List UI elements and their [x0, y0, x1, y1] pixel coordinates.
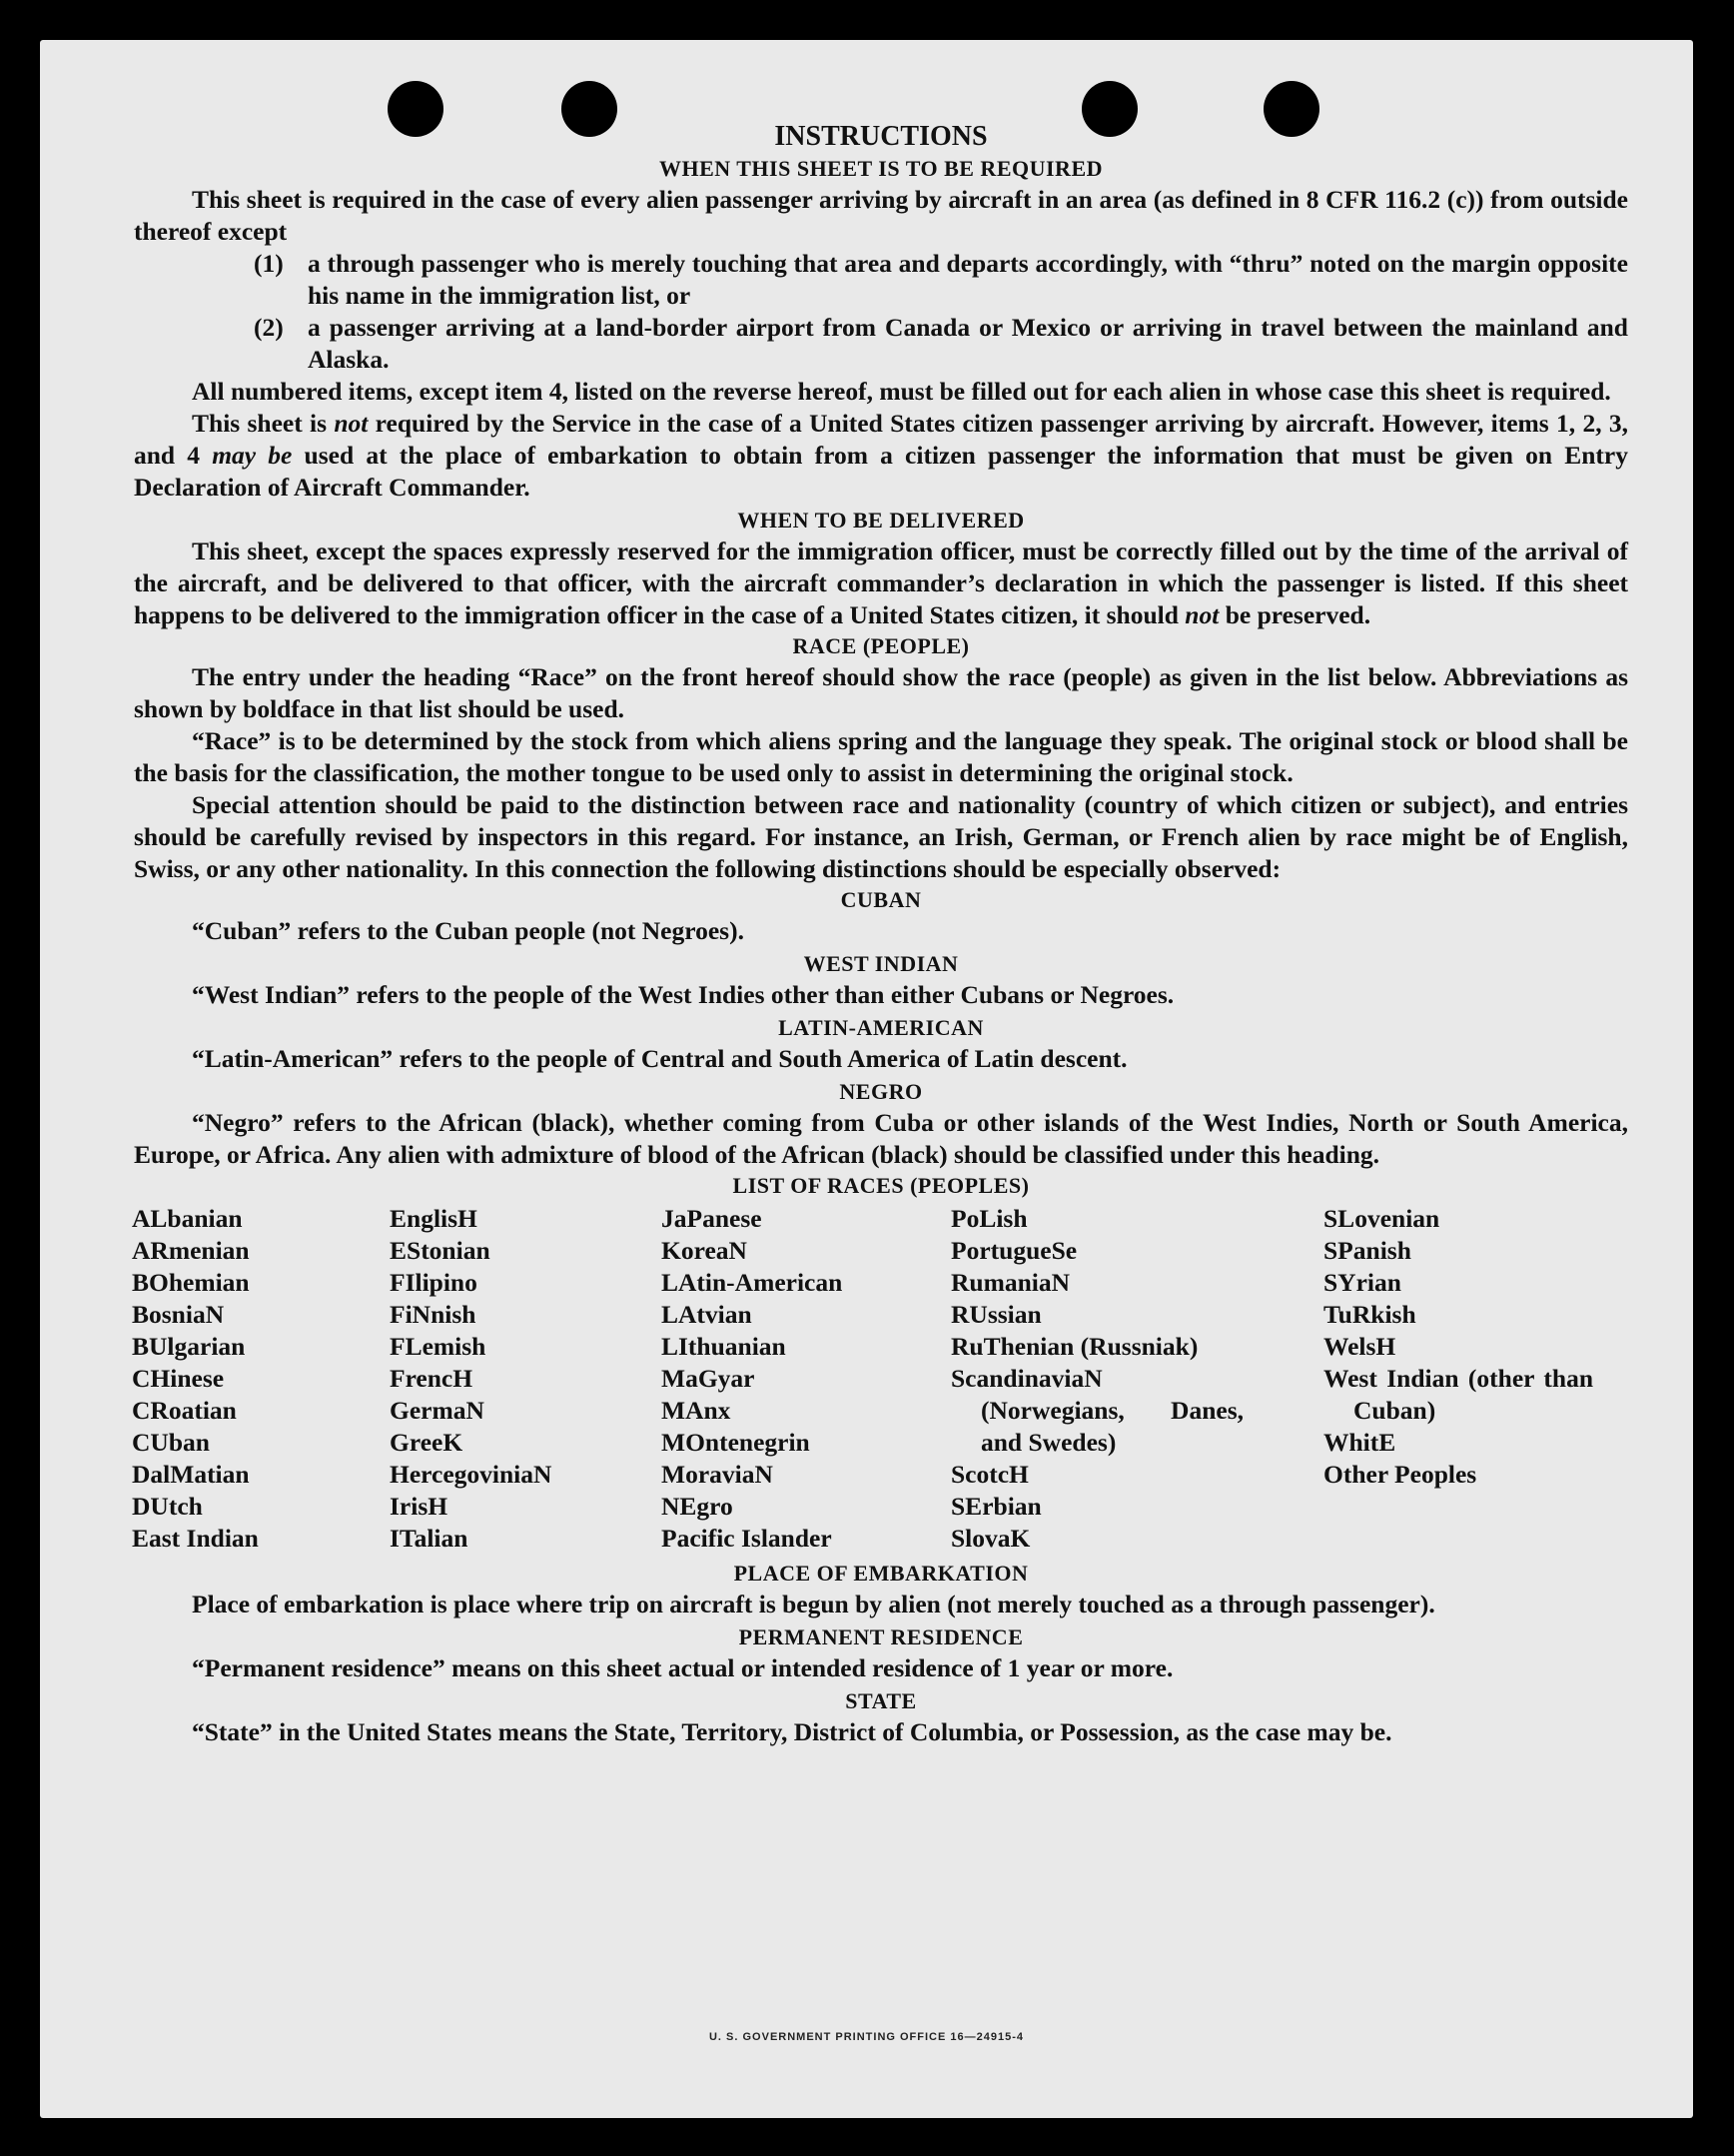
instructions-content [134, 120, 1628, 1748]
race-list-item: ScandinaviaN (Norwegians, Danes, and Swedes) [951, 1364, 1244, 1457]
required-para-citizen: This sheet is not required by the Service in the case of a United States citizen passenger arriving by aircraft. However, items 1, 2, 3, and 4 may be used at the place of embarkation to obtain from a citizen passenger the information that must be given on Entry Declaration of Aircraft Commander. [134, 409, 1628, 502]
race-para-distinction: Special attention should be paid to the distinction between race and nationality (country of which citizen or subject), and entries should be carefully revised by inspectors in this regard. For instance, an Irish, German, or French alien by race might be of English, Swiss, or any other nationality. In this connection the following distinctions should be especially observed: [134, 790, 1628, 883]
race-list-item: BUlgarian [132, 1332, 246, 1361]
section-heading-embarkation: PLACE OF EMBARKATION [733, 1561, 1029, 1586]
race-list-item: CHinese [132, 1364, 225, 1393]
race-list-item: LIthuanian [661, 1332, 786, 1361]
race-list-item: LAtvian [661, 1300, 752, 1329]
race-list-item: East Indian [132, 1524, 259, 1553]
race-list-item: MOntenegrin [661, 1428, 810, 1457]
exception-1 [254, 248, 1628, 312]
race-column-5 [1323, 1203, 1593, 1555]
delivered-text: This sheet, except the spaces expressly reserved for the immigration officer, must be correctly filled out by the time of the arrival of the aircraft, and be delivered to that officer, with the aircraft commander’s declaration in which the passenger is listed. If this sheet happens to be delivered to the immigration officer in the case of a United States citizen, it should not be preserved. [134, 537, 1628, 629]
race-list-item: CRoatian [132, 1396, 237, 1425]
race-list-item: ARmenian [132, 1236, 250, 1265]
required-intro: This sheet is required in the case of every alien passenger arriving by aircraft in an area (as defined in 8 CFR 116.2 (c)) from outside thereof except [134, 185, 1628, 246]
race-list-item: MAnx [661, 1396, 731, 1425]
race-list-item: SErbian [951, 1492, 1042, 1521]
race-list-item: BosniaN [132, 1300, 225, 1329]
page-title: INSTRUCTIONS [774, 121, 988, 152]
latin-american-text: “Latin-American” refers to the people of Central and South America of Latin descent. [192, 1044, 1128, 1073]
race-list-item: GreeK [390, 1428, 463, 1457]
race-list-item: KoreaN [661, 1236, 747, 1265]
race-list-item: ALbanian [132, 1204, 243, 1233]
race-list-item: JaPanese [661, 1204, 762, 1233]
race-list-item: PoLish [951, 1204, 1028, 1233]
section-heading-state: STATE [845, 1688, 917, 1713]
race-column-1 [132, 1203, 390, 1555]
exception-number: (2) [254, 313, 284, 342]
west-indian-text: “West Indian” refers to the people of the West Indies other than either Cubans or Negroes. [192, 980, 1175, 1009]
race-list [134, 1203, 1628, 1555]
race-list-item: TuRkish [1323, 1300, 1416, 1329]
exception-text: a through passenger who is merely touching that area and departs accordingly, with “thru” noted on the margin opposite his name in the immigration list, or [308, 249, 1628, 310]
section-heading-required: WHEN THIS SHEET IS TO BE REQUIRED [658, 156, 1104, 181]
race-list-item: RumaniaN [951, 1268, 1071, 1297]
race-list-item: PortugueSe [951, 1236, 1078, 1265]
race-list-item: WelsH [1323, 1332, 1396, 1361]
race-para-stock: “Race” is to be determined by the stock from which aliens spring and the language they speak. The original stock or blood shall be the basis for the classification, the mother tongue to be used only to assist in determining the original stock. [134, 726, 1628, 787]
race-list-item: Pacific Islander [661, 1524, 832, 1553]
state-text: “State” in the United States means the State, Territory, District of Columbia, or Possession, as the case may be. [192, 1717, 1392, 1746]
residence-text: “Permanent residence” means on this sheet actual or intended residence of 1 year or more. [192, 1653, 1174, 1682]
race-list-item: WhitE [1323, 1428, 1396, 1457]
race-list-item: FIlipino [390, 1268, 477, 1297]
exception-text: a passenger arriving at a land-border airport from Canada or Mexico or arriving in travel between the mainland and Alaska. [308, 313, 1628, 374]
race-list-item: ITalian [390, 1524, 468, 1553]
section-heading-latin-american: LATIN-AMERICAN [778, 1015, 984, 1040]
section-heading-delivered: WHEN TO BE DELIVERED [737, 508, 1025, 533]
document-page [40, 40, 1693, 2118]
race-list-item: LAtin-American [661, 1268, 843, 1297]
section-heading-list: LIST OF RACES (PEOPLES) [732, 1173, 1030, 1198]
negro-text: “Negro” refers to the African (black), whether coming from Cuba or other islands of the West Indies, North or South America, Europe, or Africa. Any alien with admixture of blood of the African (black) should be classified under this heading. [134, 1108, 1628, 1169]
race-list-item: CUban [132, 1428, 210, 1457]
race-list-item: MoraviaN [661, 1460, 773, 1489]
section-heading-negro: NEGRO [839, 1079, 923, 1104]
race-list-item: RuThenian (Russniak) [951, 1332, 1199, 1361]
race-list-item: SLovenian [1323, 1204, 1440, 1233]
race-list-item: ScotcH [951, 1460, 1029, 1489]
exception-number: (1) [254, 249, 284, 278]
section-heading-cuban: CUBAN [840, 887, 922, 912]
race-list-item: Other Peoples [1323, 1460, 1477, 1489]
race-list-item: SPanish [1323, 1236, 1411, 1265]
embarkation-text: Place of embarkation is place where trip on aircraft is begun by alien (not merely touched as a through passenger). [192, 1590, 1435, 1618]
race-list-item: RUssian [951, 1300, 1042, 1329]
section-heading-west-indian: WEST INDIAN [803, 951, 959, 976]
race-list-item: SlovaK [951, 1524, 1031, 1553]
race-list-item: IrisH [390, 1492, 448, 1521]
race-list-item: BOhemian [132, 1268, 250, 1297]
race-list-item: SYrian [1323, 1268, 1401, 1297]
exception-2 [254, 312, 1628, 376]
race-column-2 [390, 1203, 661, 1555]
section-heading-race: RACE (PEOPLE) [792, 633, 970, 658]
race-list-item: FiNnish [390, 1300, 476, 1329]
printing-office-imprint: U. S. GOVERNMENT PRINTING OFFICE 16—24915-4 [708, 2031, 1024, 2043]
race-list-item: FrencH [390, 1364, 473, 1393]
race-list-item: West Indian (other than Cuban) [1323, 1364, 1593, 1425]
race-column-3 [661, 1203, 951, 1555]
race-list-item: DalMatian [132, 1460, 250, 1489]
race-para-entry: The entry under the heading “Race” on the front hereof should show the race (people) as given in the list below. Abbreviations as shown by boldface in that list should be used. [134, 662, 1628, 723]
race-list-item: EStonian [390, 1236, 490, 1265]
race-list-item: HercegoviniaN [390, 1460, 552, 1489]
race-list-item: MaGyar [661, 1364, 755, 1393]
race-list-item: DUtch [132, 1492, 203, 1521]
race-list-item: EnglisH [390, 1204, 477, 1233]
race-list-item: GermaN [390, 1396, 484, 1425]
required-para-items: All numbered items, except item 4, listed on the reverse hereof, must be filled out for each alien in whose case this sheet is required. [192, 377, 1611, 406]
race-list-item: NEgro [661, 1492, 733, 1521]
race-list-item: FLemish [390, 1332, 486, 1361]
race-column-4 [951, 1203, 1323, 1555]
section-heading-residence: PERMANENT RESIDENCE [738, 1624, 1024, 1649]
cuban-text: “Cuban” refers to the Cuban people (not Negroes). [192, 916, 744, 945]
